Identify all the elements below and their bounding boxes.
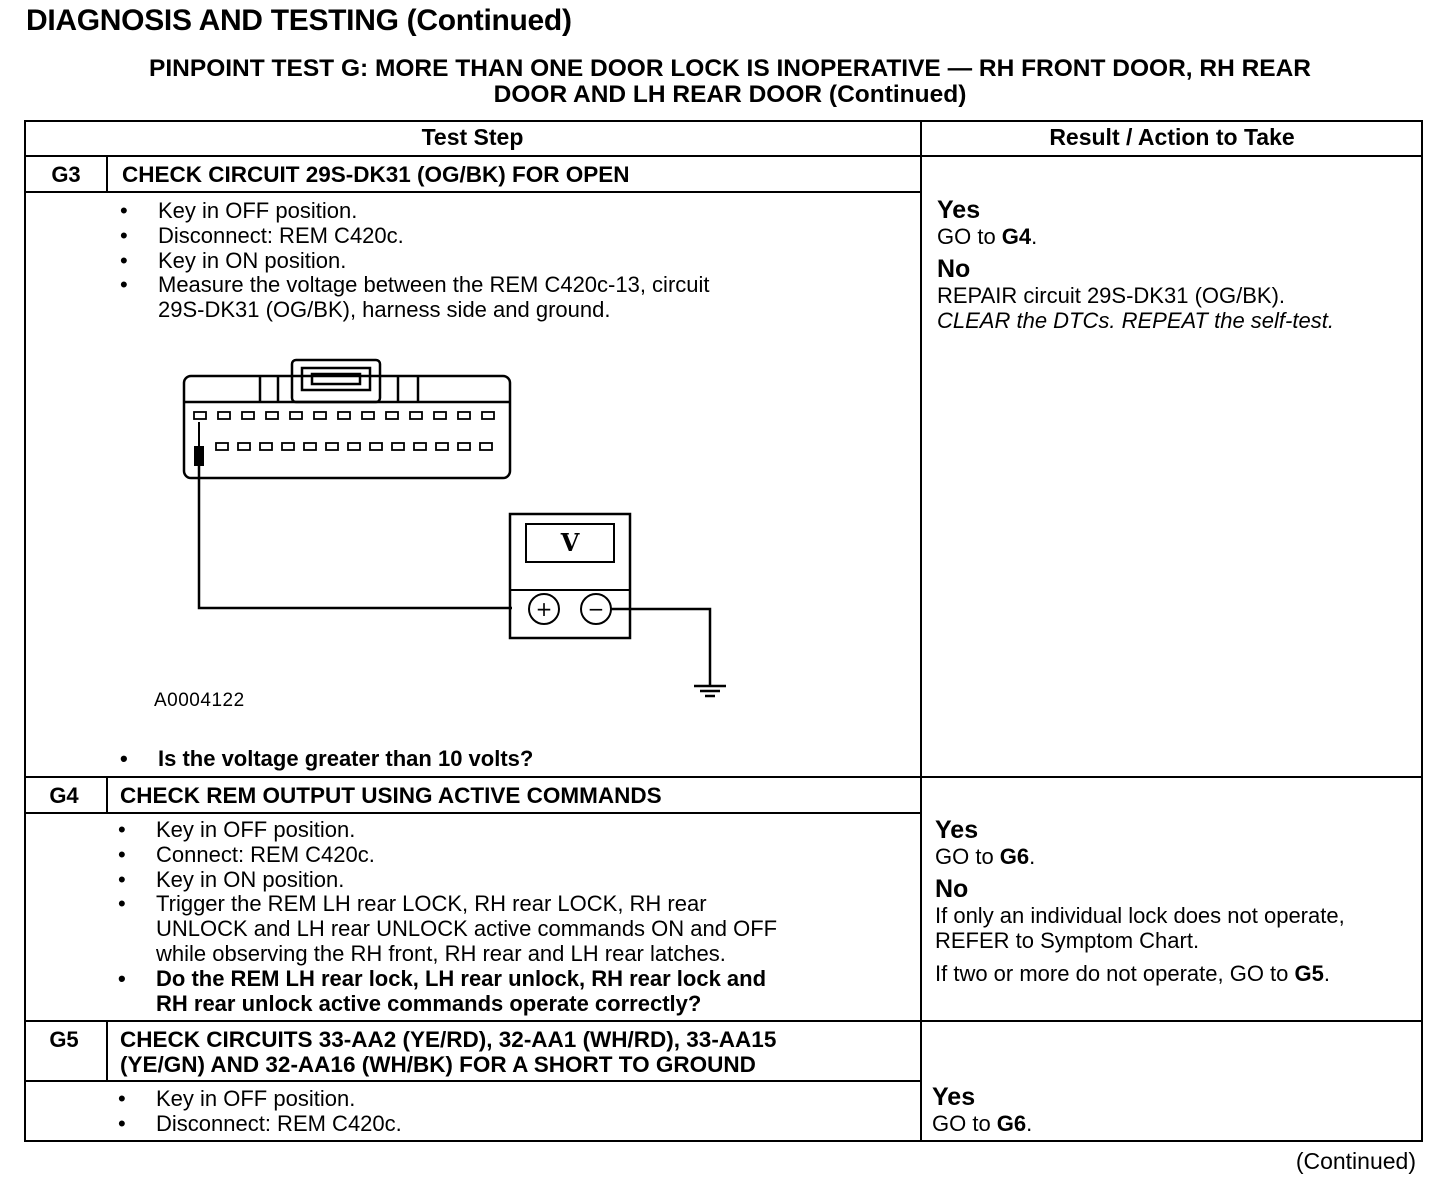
instruction-text: 29S-DK31 (OG/BK), harness side and ground. xyxy=(158,297,611,323)
instruction-item: • Key in OFF position. xyxy=(116,818,916,843)
instruction-item: • Connect: REM C420c. xyxy=(116,843,916,868)
figure-id: A0004122 xyxy=(154,690,245,711)
instruction-item: • Key in ON position. xyxy=(116,868,916,893)
result-yes-action xyxy=(932,1111,1412,1136)
action-text: CLEAR the DTCs. REPEAT the self-test. xyxy=(937,308,1334,333)
action-text: . xyxy=(1031,224,1038,249)
step-title-rule xyxy=(24,191,921,193)
question-text: Do the REM LH rear lock, LH rear unlock, RH rear lock and xyxy=(156,965,767,991)
action-text: . xyxy=(1029,844,1036,869)
result-no-label: No xyxy=(935,875,969,903)
step-g4-instructions xyxy=(116,818,916,1016)
step-title-line: CHECK CIRCUITS 33-AA2 (YE/RD), 32-AA1 (WH/RD), 33-AA15 xyxy=(120,1027,777,1052)
result-g4 xyxy=(935,817,1419,986)
step-title-g3: CHECK CIRCUIT 29S-DK31 (OG/BK) FOR OPEN xyxy=(122,162,630,187)
instruction-item xyxy=(118,273,908,323)
result-no-action: REPAIR circuit 29S-DK31 (OG/BK). xyxy=(937,283,1286,308)
result-no-action xyxy=(935,961,1419,986)
instruction-text: Measure the voltage between the REM C420c-13, circuit xyxy=(158,272,710,298)
connector-terminals xyxy=(194,412,494,450)
instruction-text: UNLOCK and LH rear UNLOCK active commands ON and OFF xyxy=(156,916,778,942)
step-title-rule xyxy=(24,812,921,814)
step-g3-question xyxy=(118,747,908,772)
ground-symbol-icon xyxy=(694,686,726,696)
question-text: RH rear unlock active commands operate correctly? xyxy=(156,990,702,1016)
ground-lead-wire xyxy=(611,609,710,686)
step-rule xyxy=(24,776,1423,778)
result-no-label: No xyxy=(937,255,971,283)
result-g5 xyxy=(932,1084,1412,1136)
go-to-step-link[interactable]: G6 xyxy=(999,844,1030,869)
instruction-item: • Key in ON position. xyxy=(118,249,908,274)
question-item xyxy=(116,967,916,1017)
step-title-g4: CHECK REM OUTPUT USING ACTIVE COMMANDS xyxy=(120,783,662,808)
voltmeter-label: V xyxy=(560,528,580,557)
test-probe xyxy=(194,446,204,466)
step-title-line: (YE/GN) AND 32-AA16 (WH/BK) FOR A SHORT TO GROUND xyxy=(120,1052,756,1077)
step-id-g3: G3 xyxy=(51,162,81,187)
step-g3-instructions xyxy=(118,199,908,323)
result-no-action: If only an individual lock does not operate, xyxy=(935,903,1345,928)
voltmeter-test-diagram xyxy=(170,350,770,700)
action-text: If two or more do not operate, GO to xyxy=(935,961,1295,986)
continued-footer: (Continued) xyxy=(1295,1148,1416,1174)
go-to-step-link[interactable]: G4 xyxy=(1001,224,1032,249)
instruction-text: while observing the RH front, RH rear and LH rear latches. xyxy=(156,940,726,966)
step-rule xyxy=(24,1020,1423,1022)
result-no-action: REFER to Symptom Chart. xyxy=(935,928,1200,953)
instruction-item: • Key in OFF position. xyxy=(118,199,908,224)
step-id-g5: G5 xyxy=(49,1027,79,1052)
pinpoint-test-subtitle xyxy=(40,56,1420,108)
step-g5-instructions xyxy=(116,1087,916,1137)
step-title-g5 xyxy=(120,1027,776,1077)
column-divider xyxy=(920,120,922,1142)
step-id-divider xyxy=(106,1020,108,1082)
step-id-g4: G4 xyxy=(49,783,79,808)
go-to-step-link[interactable]: G6 xyxy=(996,1111,1027,1136)
subtitle-line: DOOR AND LH REAR DOOR (Continued) xyxy=(493,81,967,108)
header-rule xyxy=(24,155,1423,157)
positive-terminal-label: + xyxy=(535,597,553,621)
positive-lead-wire xyxy=(199,466,512,608)
action-text: GO to xyxy=(932,1111,997,1136)
negative-terminal-label: − xyxy=(587,597,605,621)
result-yes-label: Yes xyxy=(937,196,981,224)
instruction-item: • Disconnect: REM C420c. xyxy=(118,224,908,249)
question-item: • Is the voltage greater than 10 volts? xyxy=(118,747,908,772)
instruction-item xyxy=(116,892,916,966)
instruction-item: • Disconnect: REM C420c. xyxy=(116,1112,916,1137)
step-title-rule xyxy=(24,1080,921,1082)
result-yes-label: Yes xyxy=(932,1083,976,1111)
result-yes-label: Yes xyxy=(935,816,979,844)
go-to-step-link[interactable]: G5 xyxy=(1294,961,1324,986)
header-test-step: Test Step xyxy=(421,124,524,150)
result-yes-action xyxy=(937,224,1417,249)
step-id-divider xyxy=(106,776,108,814)
action-text: GO to xyxy=(937,224,1002,249)
action-text: . xyxy=(1323,961,1330,986)
connector-body xyxy=(184,376,510,478)
connector-latch xyxy=(292,360,380,402)
result-no-action xyxy=(937,308,1417,333)
result-yes-action xyxy=(935,844,1419,869)
action-text: GO to xyxy=(935,844,1000,869)
action-text: . xyxy=(1026,1111,1033,1136)
page-title: DIAGNOSIS AND TESTING (Continued) xyxy=(26,4,572,37)
subtitle-line: PINPOINT TEST G: MORE THAN ONE DOOR LOCK IS INOPERATIVE — RH FRONT DOOR, RH REAR xyxy=(149,55,1311,82)
instruction-item: • Key in OFF position. xyxy=(116,1087,916,1112)
instruction-text: Trigger the REM LH rear LOCK, RH rear LOCK, RH rear xyxy=(156,891,707,917)
result-g3 xyxy=(937,197,1417,333)
step-id-divider xyxy=(106,155,108,193)
header-result-action: Result / Action to Take xyxy=(1049,124,1295,150)
